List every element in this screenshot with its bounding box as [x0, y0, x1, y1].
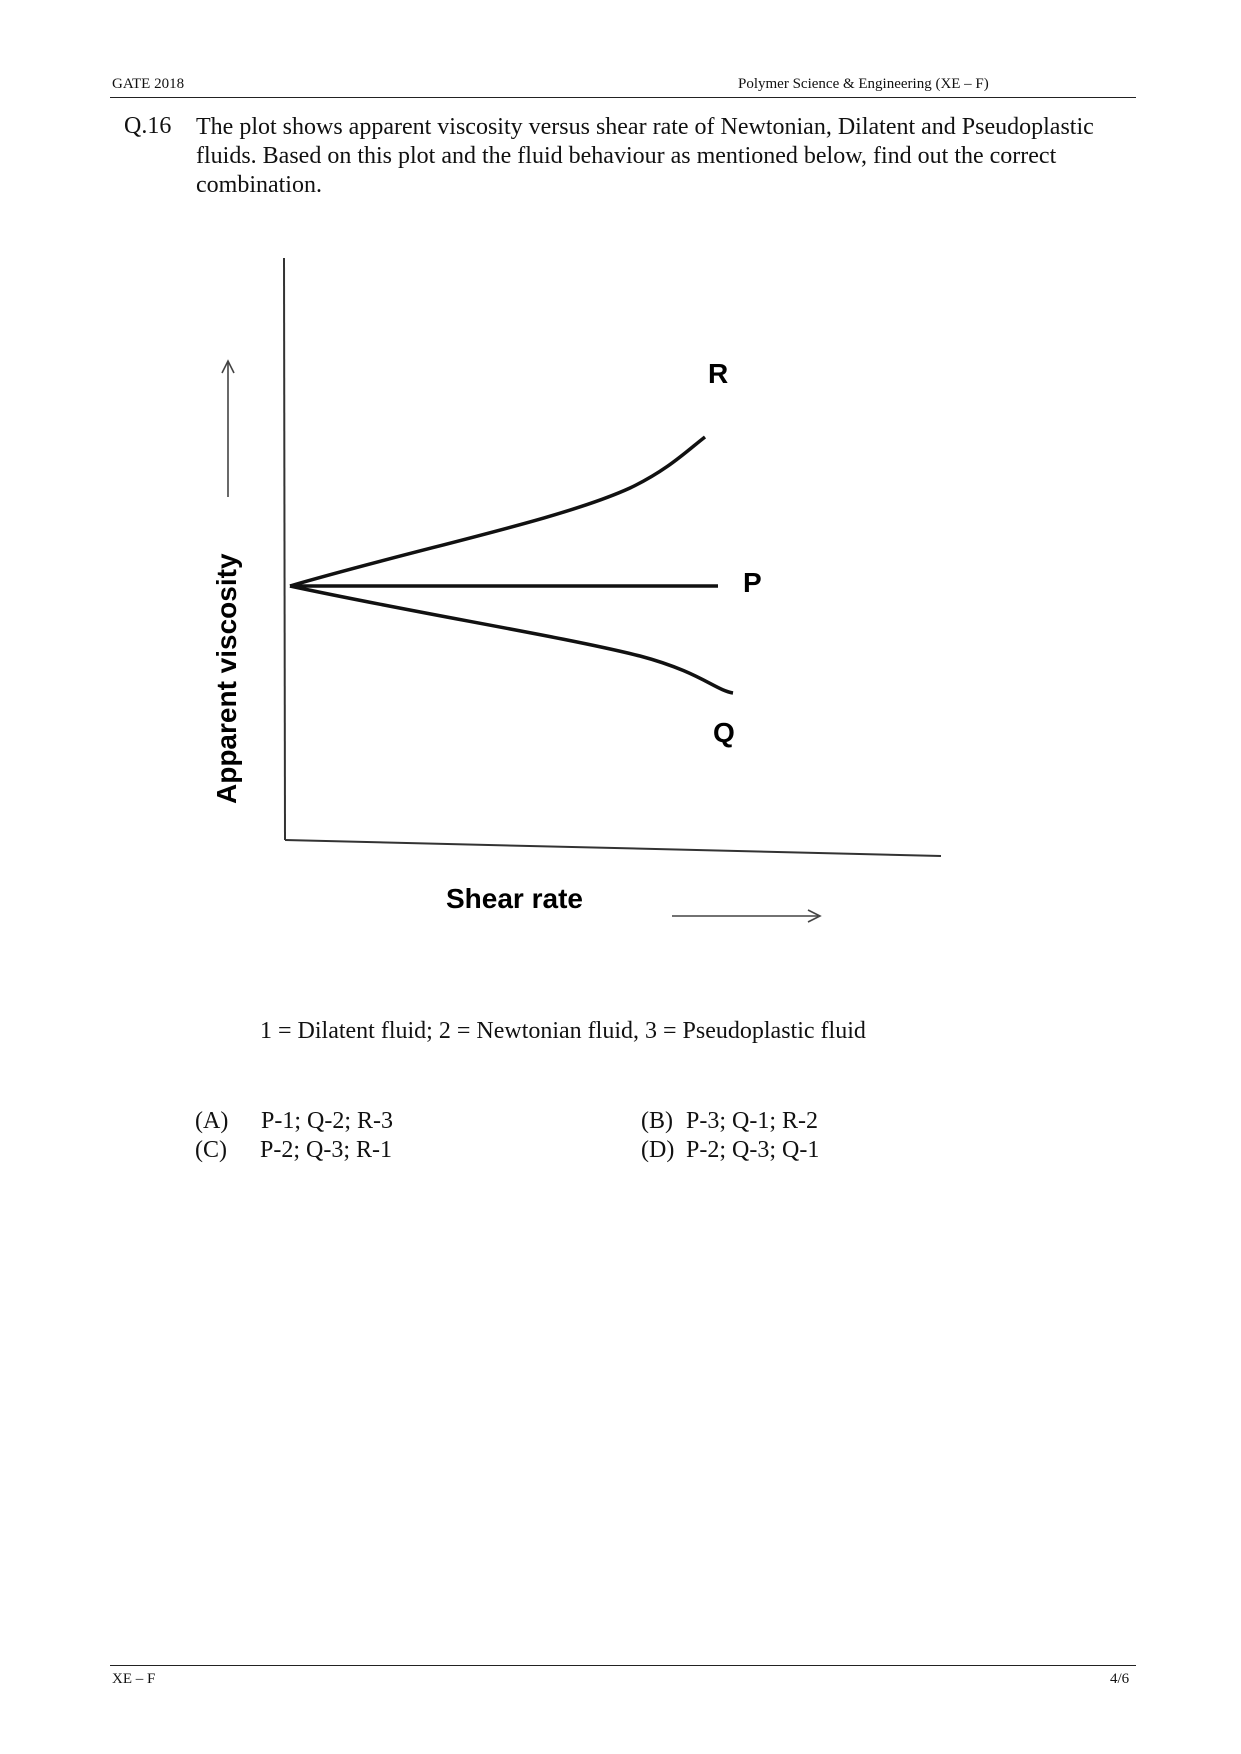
series-Q-label: Q — [713, 717, 735, 748]
x-axis-arrow — [672, 910, 820, 922]
option-a-label: (A) — [195, 1108, 229, 1134]
footer-rule — [110, 1665, 1136, 1666]
series-Q-curve — [290, 586, 733, 693]
y-axis-arrow — [222, 361, 234, 497]
series-R-curve — [290, 437, 705, 586]
footer-page-number: 4/6 — [1110, 1671, 1130, 1687]
x-axis-label: Shear rate — [446, 883, 583, 914]
option-a[interactable] — [195, 1108, 393, 1135]
option-d-text: P-2; Q-3; Q-1 — [686, 1137, 820, 1163]
option-c[interactable] — [195, 1137, 392, 1164]
header-exam: GATE 2018 — [112, 76, 185, 92]
option-a-text: P-1; Q-2; R-3 — [261, 1108, 393, 1134]
series-R-label: R — [708, 358, 729, 389]
footer-code: XE – F — [112, 1671, 156, 1687]
question-number: Q.16 — [124, 113, 172, 139]
option-c-text: P-2; Q-3; R-1 — [260, 1137, 392, 1163]
option-d-label: (D) — [641, 1137, 675, 1163]
x-axis — [285, 840, 941, 856]
series-P-label: P — [743, 567, 762, 598]
option-b-text: P-3; Q-1; R-2 — [686, 1108, 818, 1134]
y-axis-label: Apparent viscosity — [211, 553, 242, 804]
option-b-label: (B) — [641, 1108, 673, 1134]
header-subject: Polymer Science & Engineering (XE – F) — [738, 76, 989, 92]
y-axis — [284, 258, 285, 840]
option-b[interactable] — [641, 1108, 818, 1135]
option-d[interactable] — [641, 1137, 819, 1164]
option-c-label: (C) — [195, 1137, 227, 1163]
fluid-legend: 1 = Dilatent fluid; 2 = Newtonian fluid, 3 = Pseudoplastic fluid — [260, 1018, 866, 1044]
question-text: The plot shows apparent viscosity versus shear rate of Newtonian, Dilatent and Pseudoplastic fluids. Based on this plot and the fluid behaviour as mentioned below, find out the correct combination. — [196, 114, 1094, 198]
